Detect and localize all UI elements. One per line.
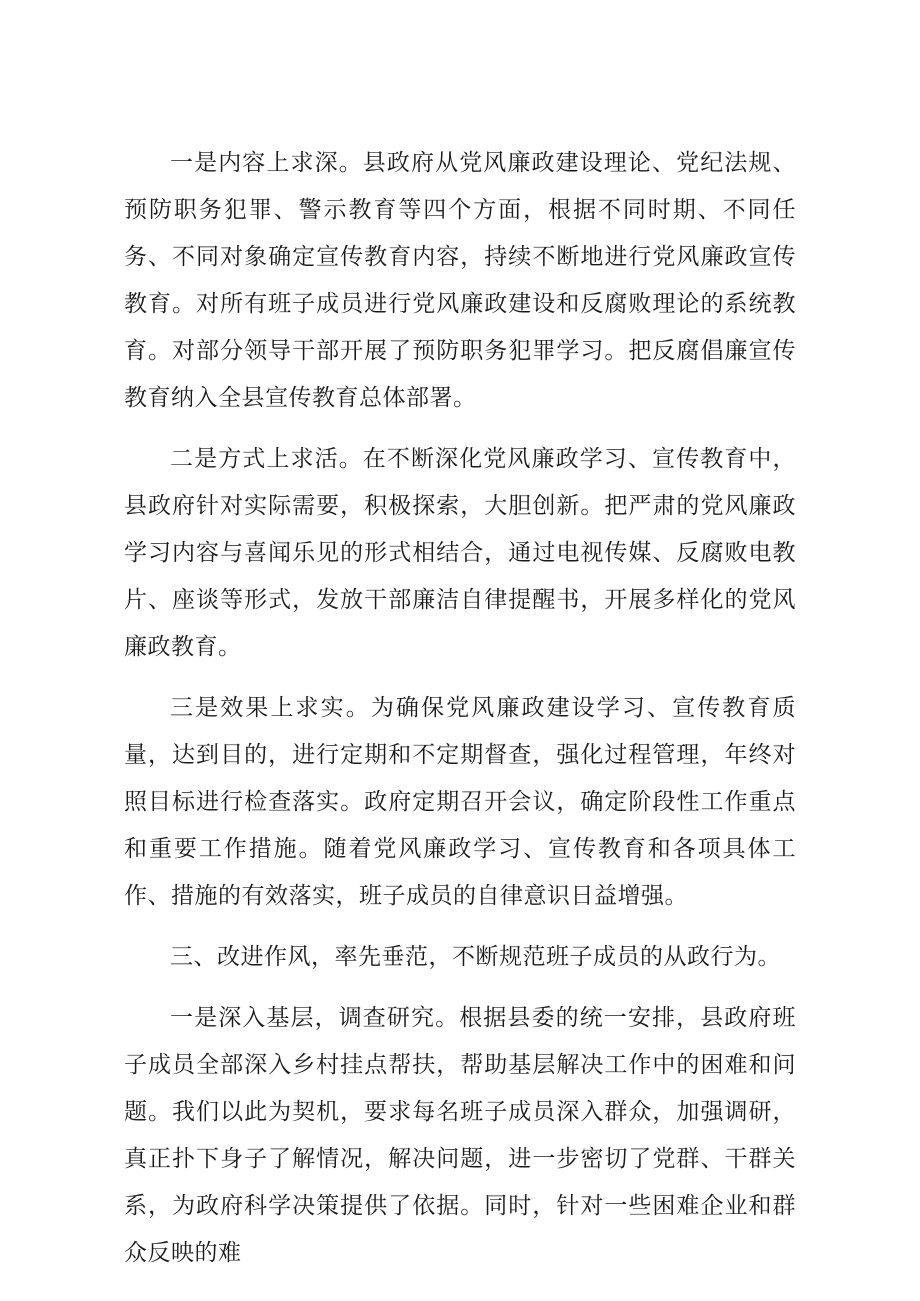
- section-heading-improve-style: 三、改进作风，率先垂范，不断规范班子成员的从政行为。: [170, 944, 781, 970]
- paragraph-effect-practicality: 三是效果上求实。为确保党风廉政建设学习、宣传教育质量，达到目的，进行定期和不定期督查，强化过程管理，年终对照目标进行检查落实。政府定期召开会议，确定阶段性工作重点和重要工作措施。随着党风廉政学习、宣传教育和各项具体工作、措施的有效落实，班子成员的自律意识日益增强。: [124, 695, 796, 909]
- document-body: [124, 140, 796, 1277]
- paragraph-method-flexibility: 二是方式上求活。在不断深化党风廉政学习、宣传教育中，县政府针对实际需要，积极探索，大胆创新。把严肃的党风廉政学习内容与喜闻乐见的形式相结合，通过电视传媒、反腐败电教片、座谈等形式，发放干部廉洁自律提醒书，开展多样化的党风廉政教育。: [124, 446, 796, 660]
- paragraph-content-depth: 一是内容上求深。县政府从党风廉政建设理论、党纪法规、预防职务犯罪、警示教育等四个方面，根据不同时期、不同任务、不同对象确定宣传教育内容，持续不断地进行党风廉政宣传教育。对所有班子成员进行党风廉政建设和反腐败理论的系统教育。对部分领导干部开展了预防职务犯罪学习。把反腐倡廉宣传教育纳入全县宣传教育总体部署。: [124, 150, 796, 411]
- paragraph-grassroots-research: 一是深入基层，调查研究。根据县委的统一安排，县政府班子成员全部深入乡村挂点帮扶，帮助基层解决工作中的困难和问题。我们以此为契机，要求每名班子成员深入群众，加强调研，真正扑下身子了解情况，解决问题，进一步密切了党群、干群关系，为政府科学决策提供了依据。同时，针对一些困难企业和群众反映的难: [124, 1005, 796, 1266]
